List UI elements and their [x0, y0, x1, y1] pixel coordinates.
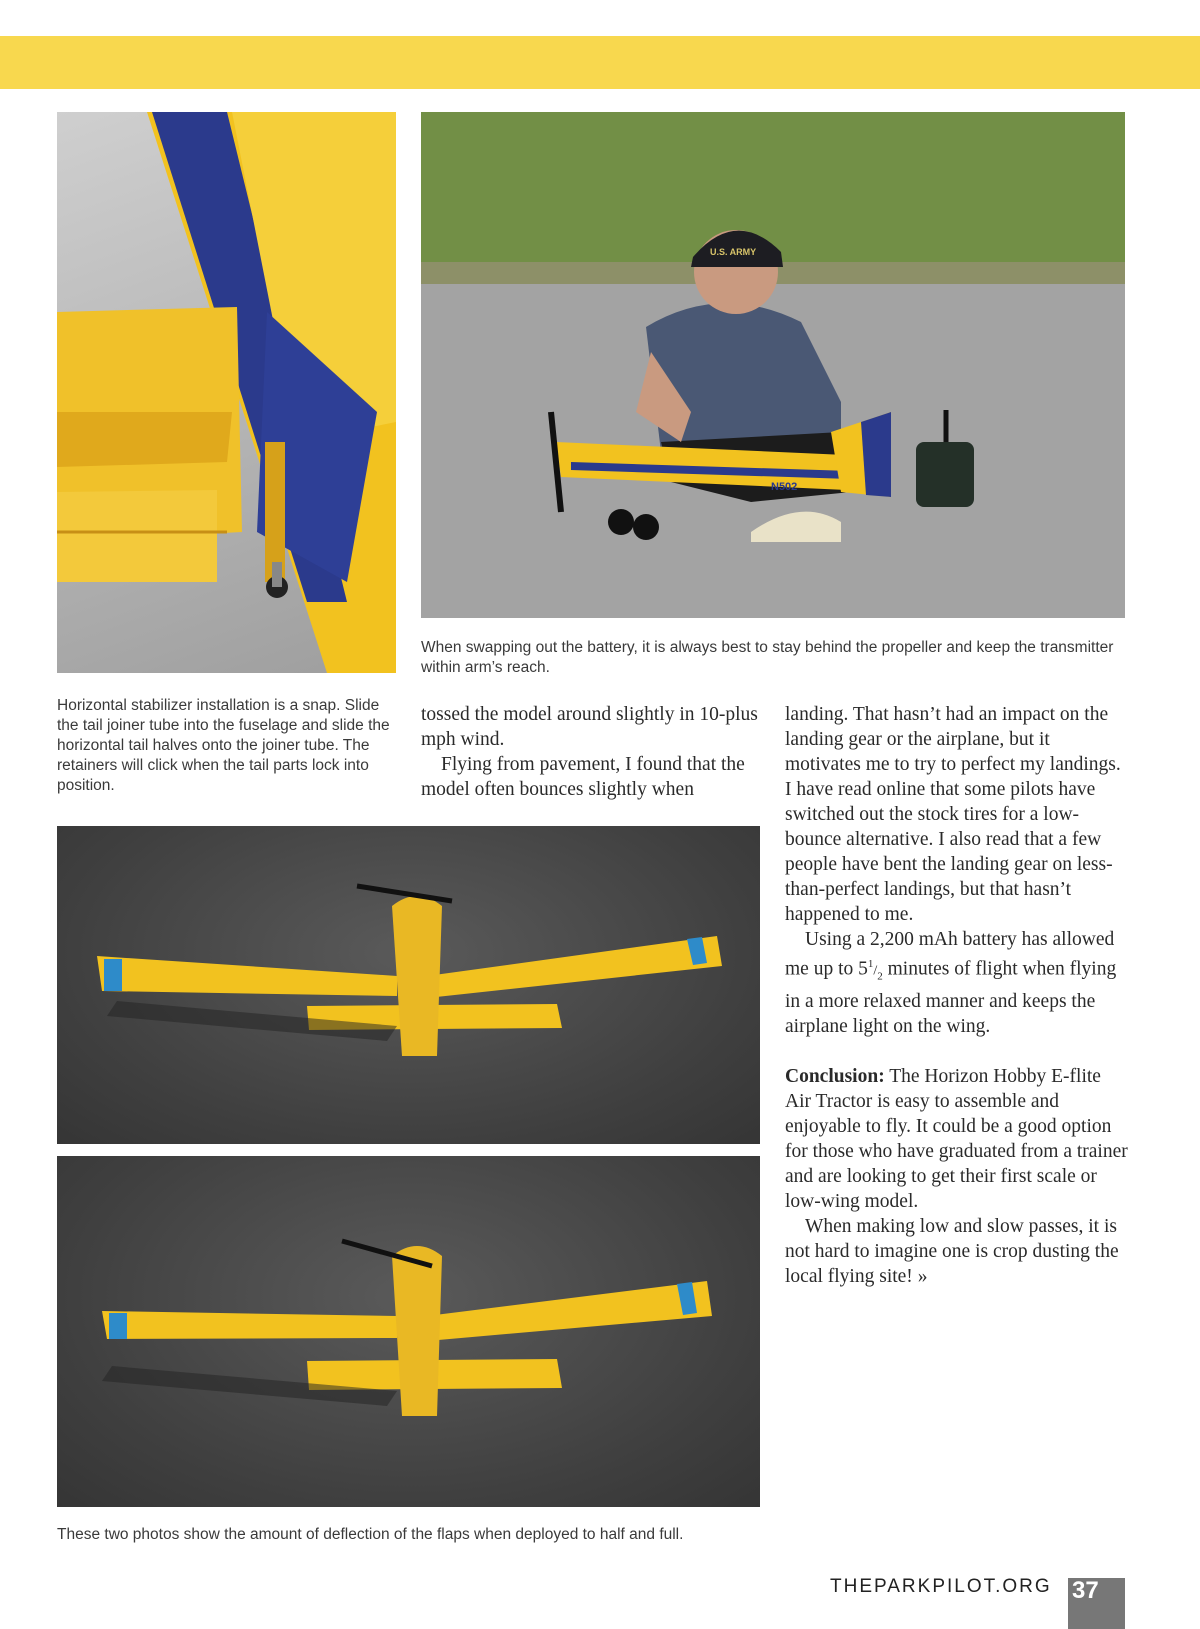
battery-text: Using a 2,200 mAh battery has allowed me up to 5 — [785, 929, 1115, 980]
article-column-middle — [421, 702, 761, 802]
body-paragraph — [785, 1214, 1130, 1289]
body-paragraph: tossed the model around slightly in 10-plus mph wind. — [421, 704, 758, 750]
conclusion-paragraph — [785, 1064, 1130, 1214]
fraction-denominator: 2 — [877, 970, 883, 983]
tail-installation-illustration — [57, 112, 396, 673]
body-paragraph: Using a 2,200 mAh battery has allowed me up to $5^1/_2$ minutes of flight when flying in a more relaxed manner and keeps the airplane light on the wing. — [785, 929, 1117, 1038]
website-footer: THEPARKPILOT.ORG — [830, 1576, 1052, 1597]
body-paragraph: Flying from pavement, I found that the model often bounces slightly when — [421, 754, 745, 800]
battery-text-end: minutes of flight when flying in a more relaxed manner and keeps the airplane light on the wing. — [785, 958, 1117, 1038]
end-mark: » — [917, 1266, 928, 1288]
flaps-caption: These two photos show the amount of deflection of the flaps when deployed to half and full. — [57, 1526, 684, 1543]
battery-swap-photo — [421, 112, 1125, 618]
conclusion-label: Conclusion: — [785, 1066, 885, 1088]
tail-installation-caption: Horizontal stabilizer installation is a snap. Slide the tail joiner tube into the fuselage and slide the horizontal tail halves onto the joiner tube. The retainers will click when the tail parts lock into position. — [57, 697, 390, 794]
conclusion-text: The Horizon Hobby E-flite Air Tractor is easy to assemble and enjoyable to fly. It could be a good option for those who have graduated from a trainer and are looking to get their first scale or low-wing model. — [785, 1066, 1128, 1213]
battery-swap-caption: When swapping out the battery, it is always best to stay behind the propeller and keep the transmitter within arm’s reach. — [421, 639, 1114, 676]
cap-label-text: U.S. ARMY — [710, 247, 757, 257]
tail-installation-photo — [57, 112, 396, 673]
flaps-half-illustration — [57, 826, 760, 1144]
flaps-full-illustration — [57, 1156, 760, 1507]
flaps-full-photo — [57, 1156, 760, 1507]
battery-swap-illustration — [421, 112, 1125, 618]
article-column-right — [785, 702, 1130, 1289]
flaps-half-photo — [57, 826, 760, 1144]
header-banner — [0, 36, 1200, 89]
page-number: 37 — [1072, 1577, 1099, 1604]
final-text: When making low and slow passes, it is not hard to imagine one is crop dusting the local flying site! — [785, 1216, 1119, 1288]
body-paragraph: landing. That hasn’t had an impact on the landing gear or the airplane, but it motivates me to try to perfect my landings. I have read online that some pilots have switched out the stock tires for a low-bounce alternative. I also read that a few people have bent the landing gear on less-than-perfect landings, but that hasn’t happened to me. — [785, 704, 1121, 925]
fraction-numerator: 1 — [867, 958, 874, 970]
tail-number-text: N502 — [771, 481, 798, 493]
